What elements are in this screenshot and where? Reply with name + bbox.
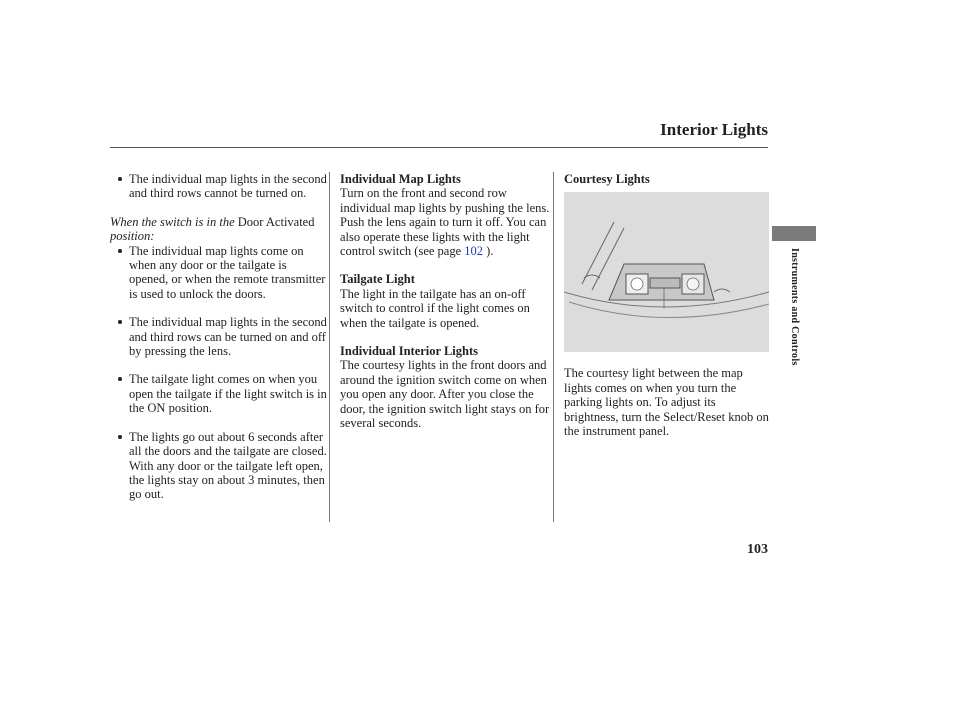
section-heading-map-lights: Individual Map Lights bbox=[340, 172, 461, 186]
bullet-item: The tailgate light comes on when you open the tailgate if the light switch is in the ON position. bbox=[117, 372, 327, 415]
column-divider bbox=[553, 172, 554, 522]
section-tab-marker bbox=[772, 226, 816, 241]
lead-plain: Door Activated bbox=[237, 214, 315, 229]
title-rule bbox=[110, 147, 768, 148]
tailgate-light-text: The light in the tailgate has an on-off switch to control if the light comes on when the tailgate is opened. bbox=[340, 286, 530, 330]
lead-italic-2: position: bbox=[110, 229, 155, 244]
bullet-item: The individual map lights in the second and third rows can be turned on and off by pressing the lens. bbox=[117, 315, 327, 358]
lead-in bbox=[110, 215, 327, 244]
section-side-label bbox=[786, 248, 800, 378]
section-label-text: Instruments and Controls bbox=[789, 248, 800, 366]
courtesy-light-drawing bbox=[564, 192, 769, 352]
bullet-item: The individual map lights come on when any door or the tailgate is opened, or when the remote transmitter is used to unlock the doors. bbox=[117, 244, 327, 302]
bullet-item: The individual map lights in the second and third rows cannot be turned on. bbox=[117, 172, 327, 201]
section-heading-interior-lights: Individual Interior Lights bbox=[340, 344, 479, 359]
page-number: 103 bbox=[747, 542, 768, 557]
map-lights-end: ). bbox=[486, 244, 494, 259]
interior-lights-text: The courtesy lights in the front doors and around the ignition switch come on when you open any door. After you close the door, the ignition switch light stays on for several seconds. bbox=[340, 358, 550, 431]
courtesy-lights-text: The courtesy light between the map lights comes on when you turn the parking lights on. To adjust its brightness, turn the Select/Reset knob on the instrument panel. bbox=[564, 366, 769, 439]
column-right bbox=[564, 172, 769, 452]
map-lights-text bbox=[340, 186, 550, 258]
page-title: Interior Lights bbox=[660, 120, 768, 139]
page-reference-link[interactable]: 102 bbox=[464, 244, 484, 259]
lead-italic: When the switch is in the bbox=[110, 214, 235, 229]
courtesy-light-illustration bbox=[564, 192, 769, 352]
column-middle bbox=[340, 172, 550, 445]
column-left bbox=[110, 172, 327, 516]
section-heading-courtesy-lights: Courtesy Lights bbox=[564, 172, 650, 186]
map-lights-body: Turn on the front and second row individual map lights by pushing the lens. Push the lens again to turn it off. You can also operate these lights with the light control switch (see page bbox=[340, 186, 550, 259]
section-heading-tailgate-light: Tailgate Light bbox=[340, 272, 415, 287]
bullet-item: The lights go out about 6 seconds after all the doors and the tailgate are closed. With any door or the tailgate left open, the lights stay on about 3 minutes, then go out. bbox=[117, 430, 327, 502]
column-divider bbox=[329, 172, 330, 522]
